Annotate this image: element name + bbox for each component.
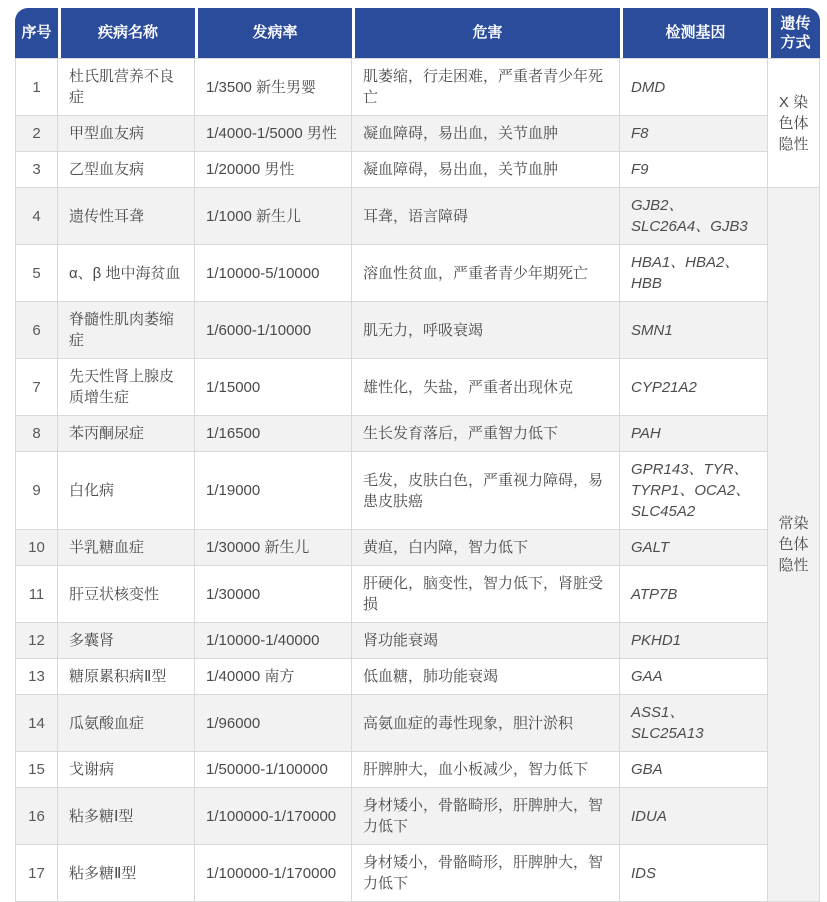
table-row: [15, 452, 820, 530]
cell-incidence: 1/6000-1/10000: [195, 302, 352, 359]
cell-genes: ASS1、SLC25A13: [620, 695, 768, 752]
column-header-5: 遗传方式: [768, 8, 820, 58]
cell-no: 9: [15, 452, 58, 530]
genetic-disease-table-wrap: [15, 8, 820, 902]
table-row: [15, 116, 820, 152]
table-row: [15, 752, 820, 788]
table-row: [15, 623, 820, 659]
cell-disease-name: 瓜氨酸血症: [58, 695, 195, 752]
header-row: [15, 8, 820, 58]
table-row: [15, 359, 820, 416]
cell-harm: 肝脾肿大，血小板减少，智力低下: [352, 752, 620, 788]
cell-incidence: 1/10000-1/40000: [195, 623, 352, 659]
cell-no: 3: [15, 152, 58, 188]
table-row: [15, 58, 820, 116]
cell-no: 8: [15, 416, 58, 452]
cell-harm: 生长发育落后，严重智力低下: [352, 416, 620, 452]
table-row: [15, 188, 820, 245]
cell-incidence: 1/4000-1/5000 男性: [195, 116, 352, 152]
cell-incidence: 1/100000-1/170000: [195, 845, 352, 902]
cell-harm: 肌无力，呼吸衰竭: [352, 302, 620, 359]
cell-harm: 黄疸，白内障，智力低下: [352, 530, 620, 566]
cell-disease-name: 先天性肾上腺皮质增生症: [58, 359, 195, 416]
cell-incidence: 1/1000 新生儿: [195, 188, 352, 245]
cell-disease-name: 遗传性耳聋: [58, 188, 195, 245]
cell-harm: 肌萎缩，行走困难，严重者青少年死亡: [352, 58, 620, 116]
cell-no: 1: [15, 58, 58, 116]
cell-incidence: 1/3500 新生男婴: [195, 58, 352, 116]
cell-harm: 身材矮小，骨骼畸形，肝脾肿大，智力低下: [352, 788, 620, 845]
table-row: [15, 416, 820, 452]
cell-harm: 凝血障碍，易出血，关节血肿: [352, 152, 620, 188]
cell-inheritance-mode: X 染色体隐性: [768, 58, 820, 188]
table-row: [15, 566, 820, 623]
cell-genes: IDS: [620, 845, 768, 902]
cell-disease-name: 乙型血友病: [58, 152, 195, 188]
cell-disease-name: 多囊肾: [58, 623, 195, 659]
cell-genes: ATP7B: [620, 566, 768, 623]
cell-harm: 身材矮小，骨骼畸形，肝脾肿大，智力低下: [352, 845, 620, 902]
table-row: [15, 845, 820, 902]
column-header-4: 检测基因: [620, 8, 768, 58]
cell-genes: PAH: [620, 416, 768, 452]
cell-no: 10: [15, 530, 58, 566]
cell-incidence: 1/20000 男性: [195, 152, 352, 188]
cell-genes: GPR143、TYR、TYRP1、OCA2、SLC45A2: [620, 452, 768, 530]
column-header-0: 序号: [15, 8, 58, 58]
cell-genes: SMN1: [620, 302, 768, 359]
cell-genes: GAA: [620, 659, 768, 695]
cell-no: 15: [15, 752, 58, 788]
cell-incidence: 1/10000-5/10000: [195, 245, 352, 302]
cell-disease-name: 甲型血友病: [58, 116, 195, 152]
cell-genes: DMD: [620, 58, 768, 116]
cell-disease-name: 杜氏肌营养不良症: [58, 58, 195, 116]
cell-no: 4: [15, 188, 58, 245]
cell-harm: 凝血障碍，易出血，关节血肿: [352, 116, 620, 152]
cell-disease-name: 肝豆状核变性: [58, 566, 195, 623]
cell-no: 17: [15, 845, 58, 902]
cell-disease-name: 戈谢病: [58, 752, 195, 788]
table-row: [15, 659, 820, 695]
cell-incidence: 1/96000: [195, 695, 352, 752]
cell-no: 16: [15, 788, 58, 845]
cell-genes: F9: [620, 152, 768, 188]
cell-incidence: 1/40000 南方: [195, 659, 352, 695]
table-row: [15, 245, 820, 302]
column-header-2: 发病率: [195, 8, 352, 58]
cell-disease-name: 粘多糖Ⅰ型: [58, 788, 195, 845]
table-row: [15, 302, 820, 359]
cell-incidence: 1/30000: [195, 566, 352, 623]
table-body: [15, 58, 820, 902]
cell-genes: PKHD1: [620, 623, 768, 659]
cell-no: 5: [15, 245, 58, 302]
cell-no: 2: [15, 116, 58, 152]
cell-incidence: 1/100000-1/170000: [195, 788, 352, 845]
cell-no: 11: [15, 566, 58, 623]
cell-harm: 低血糖，肺功能衰竭: [352, 659, 620, 695]
cell-no: 13: [15, 659, 58, 695]
cell-incidence: 1/15000: [195, 359, 352, 416]
cell-harm: 耳聋，语言障碍: [352, 188, 620, 245]
cell-disease-name: α、β 地中海贫血: [58, 245, 195, 302]
cell-disease-name: 粘多糖Ⅱ型: [58, 845, 195, 902]
cell-inheritance-mode: 常染色体隐性: [768, 188, 820, 902]
cell-genes: HBA1、HBA2、HBB: [620, 245, 768, 302]
column-header-3: 危害: [352, 8, 620, 58]
cell-no: 6: [15, 302, 58, 359]
cell-genes: IDUA: [620, 788, 768, 845]
cell-disease-name: 糖原累积病Ⅱ型: [58, 659, 195, 695]
cell-disease-name: 白化病: [58, 452, 195, 530]
cell-incidence: 1/30000 新生儿: [195, 530, 352, 566]
cell-genes: GJB2、SLC26A4、GJB3: [620, 188, 768, 245]
cell-disease-name: 半乳糖血症: [58, 530, 195, 566]
cell-genes: F8: [620, 116, 768, 152]
cell-disease-name: 苯丙酮尿症: [58, 416, 195, 452]
genetic-disease-table: [15, 8, 820, 902]
cell-harm: 溶血性贫血，严重者青少年期死亡: [352, 245, 620, 302]
table-row: [15, 788, 820, 845]
table-row: [15, 152, 820, 188]
cell-no: 7: [15, 359, 58, 416]
cell-disease-name: 脊髓性肌肉萎缩症: [58, 302, 195, 359]
cell-incidence: 1/50000-1/100000: [195, 752, 352, 788]
cell-genes: CYP21A2: [620, 359, 768, 416]
table-row: [15, 530, 820, 566]
cell-harm: 肾功能衰竭: [352, 623, 620, 659]
cell-harm: 高氨血症的毒性现象，胆汁淤积: [352, 695, 620, 752]
column-header-1: 疾病名称: [58, 8, 195, 58]
table-row: [15, 695, 820, 752]
cell-harm: 雄性化，失盐，严重者出现休克: [352, 359, 620, 416]
cell-incidence: 1/16500: [195, 416, 352, 452]
cell-genes: GBA: [620, 752, 768, 788]
cell-harm: 毛发，皮肤白色，严重视力障碍，易患皮肤癌: [352, 452, 620, 530]
cell-genes: GALT: [620, 530, 768, 566]
cell-harm: 肝硬化，脑变性，智力低下，肾脏受损: [352, 566, 620, 623]
cell-no: 12: [15, 623, 58, 659]
cell-incidence: 1/19000: [195, 452, 352, 530]
cell-no: 14: [15, 695, 58, 752]
